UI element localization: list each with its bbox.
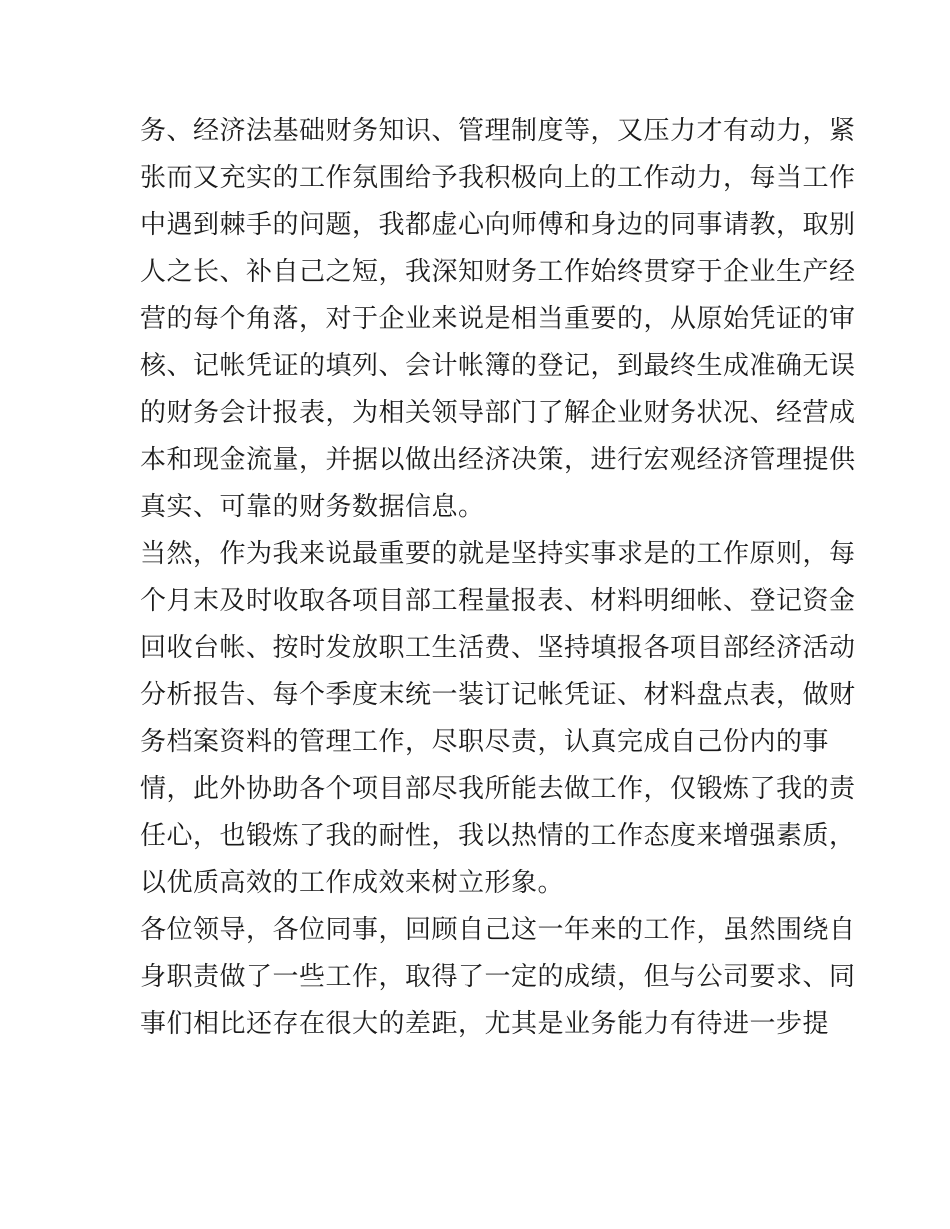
text-line: 事们相比还存在很大的差距，尤其是业务能力有待进一步提 — [140, 1009, 830, 1039]
text-line: 的财务会计报表，为相关领导部门了解企业财务状况、经营成 — [140, 398, 856, 428]
text-line: 分析报告、每个季度末统一装订记帐凭证、材料盘点表，做财 — [140, 680, 856, 710]
text-line: 务档案资料的管理工作，尽职尽责，认真完成自己份内的事 — [140, 727, 830, 757]
body-text — [140, 108, 856, 1048]
text-line: 身职责做了一些工作，取得了一定的成绩，但与公司要求、同 — [140, 962, 856, 992]
text-line: 营的每个角落，对于企业来说是相当重要的，从原始凭证的审 — [140, 304, 856, 334]
text-line: 人之长、补自己之短，我深知财务工作始终贯穿于企业生产经 — [140, 257, 856, 287]
text-line: 当然，作为我来说最重要的就是坚持实事求是的工作原则，每 — [140, 539, 856, 569]
text-line: 回收台帐、按时发放职工生活费、坚持填报各项目部经济活动 — [140, 633, 856, 663]
text-line: 本和现金流量，并据以做出经济决策，进行宏观经济管理提供 — [140, 445, 856, 475]
text-line: 个月末及时收取各项目部工程量报表、材料明细帐、登记资金 — [140, 586, 856, 616]
text-line: 任心，也锻炼了我的耐性，我以热情的工作态度来增强素质， — [140, 821, 856, 851]
text-line: 中遇到棘手的问题，我都虚心向师傅和身边的同事请教，取别 — [140, 210, 856, 240]
text-line: 核、记帐凭证的填列、会计帐簿的登记，到最终生成准确无误 — [140, 351, 856, 381]
text-line: 以优质高效的工作成效来树立形象。 — [140, 868, 565, 898]
text-line: 情，此外协助各个项目部尽我所能去做工作，仅锻炼了我的责 — [140, 774, 856, 804]
text-line: 真实、可靠的财务数据信息。 — [140, 492, 485, 522]
text-line: 张而又充实的工作氛围给予我积极向上的工作动力，每当工作 — [140, 163, 856, 193]
text-line: 务、经济法基础财务知识、管理制度等，又压力才有动力，紧 — [140, 116, 856, 146]
text-line: 各位领导，各位同事，回顾自己这一年来的工作，虽然围绕自 — [140, 915, 856, 945]
